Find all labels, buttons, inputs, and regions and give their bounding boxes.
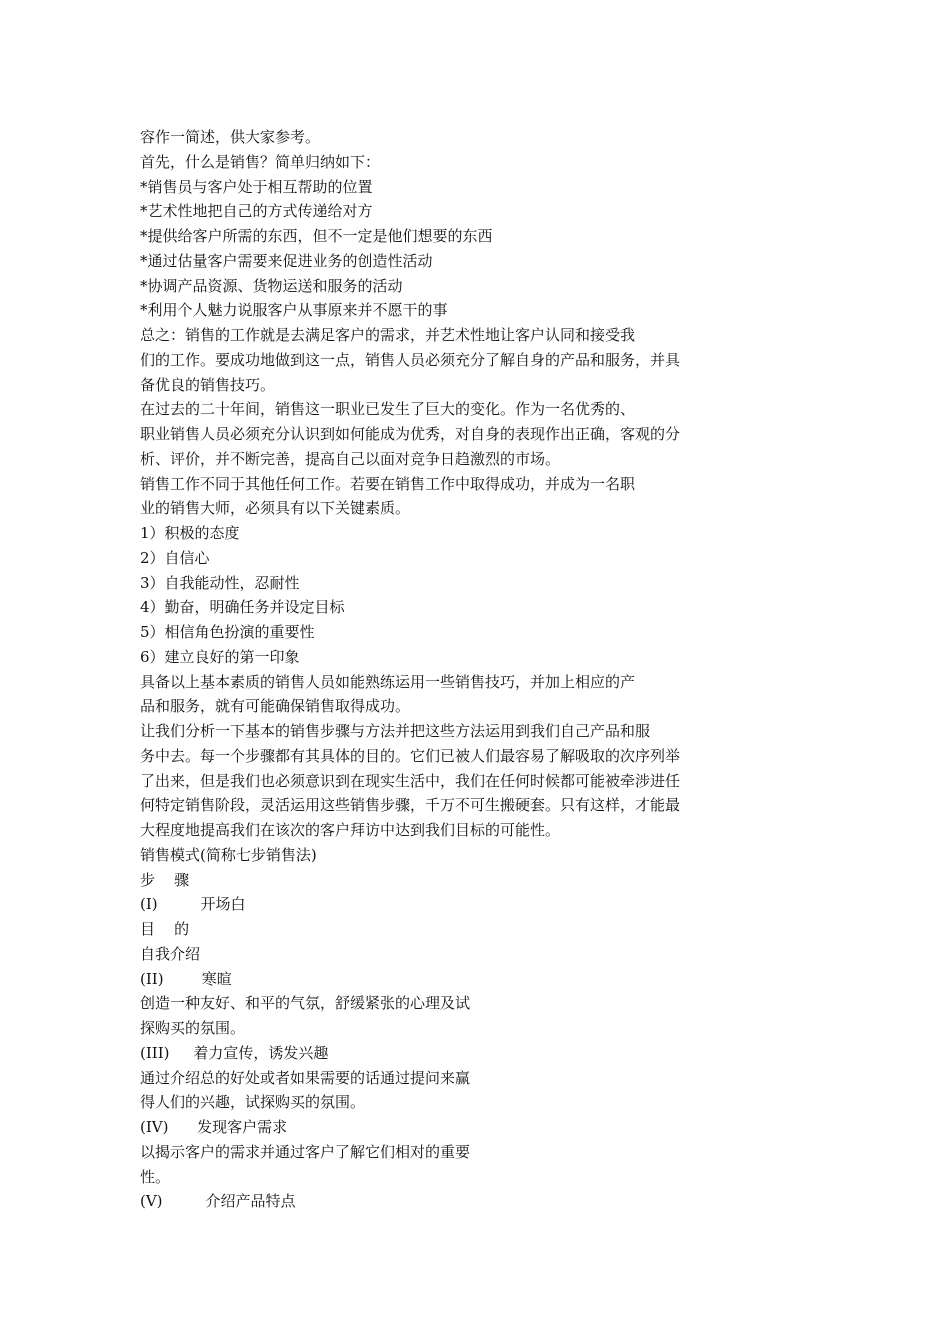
text-line: 让我们分析一下基本的销售步骤与方法并把这些方法运用到我们自己产品和服 (140, 722, 651, 740)
text-line: *通过估量客户需要来促进业务的创造性活动 (140, 251, 433, 270)
text-line: 2）自信心 (140, 548, 210, 567)
text-line: 通过介绍总的好处或者如果需要的话通过提问来赢 (140, 1068, 471, 1087)
text-line: *销售员与客户处于相互帮助的位置 (140, 177, 373, 196)
text-line: 务中去。每一个步骤都有其具体的目的。它们已被人们最容易了解吸取的次序列举 (140, 746, 681, 765)
text-line: (III) 着力宣传，诱发兴趣 (140, 1043, 329, 1062)
text-line: 目 的 (140, 920, 190, 938)
text-line: 业的销售大师，必须具有以下关键素质。 (140, 499, 411, 518)
text-line: (IV) 发现客户需求 (140, 1118, 288, 1136)
text-line: 们的工作。要成功地做到这一点，销售人员必须充分了解自身的产品和服务，并具 (140, 350, 681, 369)
text-line: *协调产品资源、货物运送和服务的活动 (140, 276, 403, 295)
text-line: 具备以上基本素质的销售人员如能熟练运用一些销售技巧，并加上相应的产 (140, 672, 636, 691)
text-line: (V) 介绍产品特点 (140, 1192, 296, 1211)
text-line: 自我介绍 (140, 944, 201, 963)
text-line: 3）自我能动性，忍耐性 (140, 573, 300, 592)
text-line: 步 骤 (140, 870, 190, 889)
text-line: 总之：销售的工作就是去满足客户的需求，并艺术性地让客户认同和接受我 (140, 326, 636, 344)
text-line: 销售工作不同于其他任何工作。若要在销售工作中取得成功，并成为一名职 (140, 474, 636, 493)
text-line: 以揭示客户的需求并通过客户了解它们相对的重要 (140, 1142, 471, 1161)
text-line: *艺术性地把自己的方式传递给对方 (140, 202, 373, 221)
text-line: 析、评价，并不断完善，提高自己以面对竞争日趋激烈的市场。 (140, 449, 561, 468)
text-line: 容作一简述，供大家参考。 (140, 128, 321, 146)
text-line: *利用个人魅力说服客户从事原来并不愿干的事 (140, 301, 448, 320)
text-line: (I) 开场白 (140, 895, 246, 914)
text-line: 4）勤奋，明确任务并设定目标 (140, 598, 345, 617)
text-line: 销售模式(简称七步销售法) (140, 845, 317, 864)
text-line: 何特定销售阶段，灵活运用这些销售步骤，千万不可生搬硬套。只有这样，才能最 (140, 796, 681, 815)
text-line: 品和服务，就有可能确保销售取得成功。 (140, 697, 411, 716)
text-line: (II) 寒暄 (140, 969, 232, 988)
text-line: 大程度地提高我们在该次的客户拜访中达到我们目标的可能性。 (140, 821, 561, 839)
text-line: 职业销售人员必须充分认识到如何能成为优秀，对自身的表现作出正确，客观的分 (140, 425, 681, 443)
text-line: 1）积极的态度 (140, 524, 240, 542)
text-line: 在过去的二十年间，销售这一职业已发生了巨大的变化。作为一名优秀的、 (140, 400, 636, 419)
text-line: *提供给客户所需的东西，但不一定是他们想要的东西 (140, 227, 493, 245)
text-line: 备优良的销售技巧。 (140, 375, 276, 394)
text-line: 探购买的氛围。 (140, 1019, 246, 1037)
text-line: 性。 (140, 1167, 171, 1186)
text-line: 创造一种友好、和平的气氛，舒缓紧张的心理及试 (140, 994, 471, 1013)
text-line: 6）建立良好的第一印象 (140, 647, 300, 666)
text-line: 5）相信角色扮演的重要性 (140, 623, 315, 641)
text-line: 首先，什么是销售？简单归纳如下： (140, 152, 381, 171)
document-page (140, 125, 750, 1214)
text-line: 了出来，但是我们也必须意识到在现实生活中，我们在任何时候都可能被牵涉进任 (140, 771, 681, 790)
text-line: 得人们的兴趣，试探购买的氛围。 (140, 1093, 366, 1112)
